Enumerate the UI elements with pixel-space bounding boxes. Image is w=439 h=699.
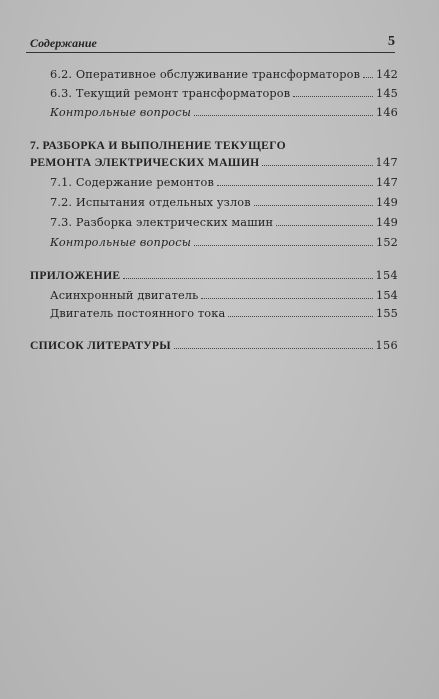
toc-appendix [30,269,398,282]
toc-entry-label: Двигатель постоянного тока [50,307,226,320]
dot-leader [228,316,373,317]
toc-entry-label: 7.2. Испытания отдельных узлов [50,196,251,209]
toc-chapter-7-title-line1: 7. РАЗБОРКА И ВЫПОЛНЕНИЕ ТЕКУЩЕГО [30,139,286,152]
dot-leader [201,298,373,299]
running-header-title: Содержание [30,36,97,50]
toc-entry-7-2 [50,196,398,209]
toc-entry-7-questions [50,236,398,249]
toc-entry-page: 149 [375,196,398,209]
dot-leader [254,205,373,206]
toc-entry-6-2 [50,68,398,81]
toc-entry-7-1 [50,176,398,189]
toc-entry-page: 142 [375,68,398,81]
dot-leader [217,185,373,186]
toc-entry-6-3 [50,87,398,100]
dot-leader [194,115,373,116]
toc-entry-page: 145 [375,87,398,100]
toc-entry-6-questions [50,106,398,119]
toc-entry-label: Асинхронный двигатель [50,289,199,302]
page-number: 5 [388,34,395,49]
running-header [26,30,395,53]
toc-entry-page: 152 [375,236,398,249]
toc-entry-label: ПРИЛОЖЕНИЕ [30,269,121,282]
toc-entry-label: 6.2. Оперативное обслуживание трансформаторов [50,68,361,81]
toc-entry-page: 147 [375,176,398,189]
dot-leader [363,77,373,78]
dot-leader [174,348,373,349]
toc-entry-page: 154 [375,289,398,302]
dot-leader [123,278,372,279]
toc-entry-page: 155 [375,307,398,320]
toc-entry-appendix-2 [50,307,398,320]
dot-leader [276,225,373,226]
toc-entry-label: РЕМОНТА ЭЛЕКТРИЧЕСКИХ МАШИН [30,156,260,169]
toc-entry-7-3 [50,216,398,229]
toc-entry-page: 146 [375,106,398,119]
toc-chapter-7 [30,156,398,169]
toc-entry-label: 6.3. Текущий ремонт трансформаторов [50,87,291,100]
dot-leader [194,245,373,246]
toc-entry-page: 147 [375,156,398,169]
toc-entry-label: Контрольные вопросы [50,236,192,249]
toc-entry-page: 149 [375,216,398,229]
toc-entry-page: 154 [375,269,398,282]
toc-references [30,339,398,352]
toc-entry-label: Контрольные вопросы [50,106,192,119]
dot-leader [293,96,373,97]
toc-entry-label: СПИСОК ЛИТЕРАТУРЫ [30,339,171,352]
toc-entry-page: 156 [375,339,398,352]
toc-entry-label: 7.3. Разборка электрических машин [50,216,274,229]
dot-leader [262,165,372,166]
toc-entry-label: 7.1. Содержание ремонтов [50,176,214,189]
toc-entry-appendix-1 [50,289,398,302]
